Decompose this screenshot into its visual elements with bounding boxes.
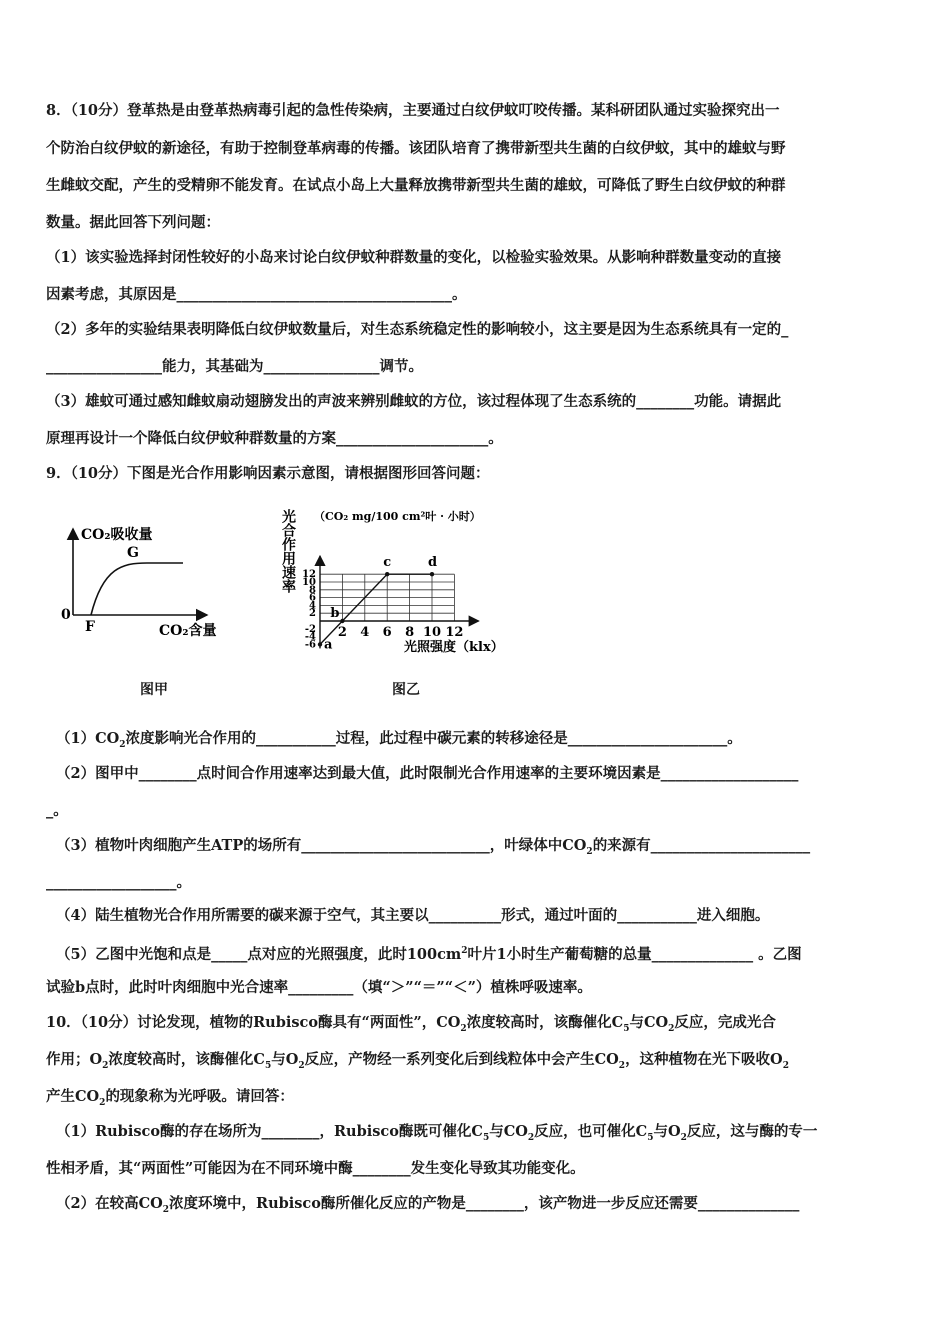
q9-line-1: 9．（10分）下图是光合作用影响因素示意图，请根据图形回答问题： (46, 465, 490, 482)
q8-line-7: （2）多年的实验结果表明降低白纹伊蚊数量后，对生态系统稳定性的影响较小，这主要是因为生态系统具有一定的_ (46, 321, 789, 338)
q10-line-3: 产生$CO_2$的现象称为光呼吸。请回答： (46, 1088, 294, 1108)
yi-xtick-label: 6 (382, 625, 392, 640)
yi-point-a (318, 642, 322, 646)
q9-line-4: _。 (46, 802, 68, 819)
yi-point-label-a: a (324, 637, 333, 653)
q9-line-2: $(1)CO_2$浓度影响光合作用的___________过程，此过程中碳元素的转移途径是______________________。 (56, 730, 742, 750)
jia-point-g: G (127, 545, 139, 561)
yi-ytick-label: 8 (309, 584, 316, 596)
yi-ytick-label: -4 (304, 631, 316, 643)
jia-point-f: F (85, 619, 95, 635)
yi-ytick-label: 6 (309, 592, 316, 604)
q10-line-1: 10．（10分）讨论发现，植物的Rubisco酶具有“两面性”，$CO_2$浓度较高时，该酶催化$C_5$与$CO_2$反应，完成光合 (46, 1014, 776, 1034)
yi-grid (320, 574, 454, 621)
q8-line-8: ________________能力，其基础为________________调节。 (46, 358, 423, 375)
q10-line-5: 性相矛盾，其“两面性”可能因为在不同环境中酶________发生变化导致其功能变化。 (46, 1160, 585, 1177)
q8-line-6: 因素考虑，其原因是______________________________________。 (46, 286, 467, 303)
yi-point-label-b: b (330, 606, 340, 621)
jia-origin: 0 (61, 607, 71, 623)
q9-line-3: （2）图甲中________点时间合作用速率达到最大值，此时限制光合作用速率的主要环境因素是___________________ (56, 765, 799, 782)
figure-yi (270, 503, 530, 663)
jia-curve (91, 563, 183, 615)
yi-ytick-label: -6 (304, 639, 316, 651)
yi-y-label: 光合作用速率 (280, 509, 296, 593)
yi-point-d (430, 572, 434, 576)
q9-line-8: （5）乙图中光饱和点是_____点对应的光照强度，此时$100cm^2$叶片1小时生产葡萄糖的总量______________ 。乙图 (56, 945, 802, 963)
q9-line-7: （4）陆生植物光合作用所需要的碳来源于空气，其主要以__________形式，通过叶面的___________进入细胞。 (56, 907, 770, 924)
yi-point-c (385, 572, 389, 576)
yi-unit: （CO₂ mg/100 cm²叶 · 小时） (314, 510, 481, 523)
figure-jia (55, 515, 245, 645)
q9-line-5: （3）植物叶肉细胞产生ATP的场所有__________________________，叶绿体中$CO_2$的来源有______________________ (56, 837, 811, 857)
yi-xtick-label: 12 (445, 625, 464, 640)
figure-yi-caption: 图乙 (392, 682, 420, 698)
q8-line-3: 生雌蚊交配，产生的受精卵不能发育。在试点小岛上大量释放携带新型共生菌的雄蚊，可降低了野生白纹伊蚊的种群 (46, 177, 786, 194)
q10-line-6: （2）在较高$CO_2$浓度环境中，Rubisco酶所催化反应的产物是________，该产物进一步反应还需要______________ (56, 1195, 800, 1215)
q9-line-6: __________________。 (46, 874, 191, 891)
jia-x-label: CO₂含量 (159, 623, 217, 639)
q9-line-9: 试验b点时，此时叶肉细胞中光合速率_________（填“＞”“＝”“＜”）植株呼吸速率。 (46, 979, 592, 996)
yi-xtick-label: 2 (337, 625, 347, 640)
q8-line-4: 数量。据此回答下列问题： (46, 214, 220, 231)
yi-point-label-d: d (428, 555, 438, 571)
yi-xtick-label: 10 (422, 625, 442, 640)
figure-jia-caption: 图甲 (140, 682, 168, 698)
q10-line-2: 作用；$O_2$浓度较高时，该酶催化$C_5$与$O_2$反应，产物经一系列变化后到线粒体中会产生$CO_2$，这种植物在光下吸收$O_2$ (46, 1051, 789, 1071)
yi-point-label-c: c (383, 555, 392, 571)
yi-ytick-label: 10 (302, 577, 316, 588)
yi-xtick-label: 8 (405, 625, 415, 640)
jia-y-label: CO₂吸收量 (81, 527, 153, 543)
yi-ytick-label: 4 (309, 600, 316, 612)
q10-line-4: （1）Rubisco酶的存在场所为________，Rubisco酶既可催化$C_5$与$CO_2$反应，也可催化$C_5$与$O_2$反应，这与酶的专一 (56, 1123, 818, 1143)
yi-ytick-label: 2 (309, 608, 316, 620)
q8-line-9: （3）雄蚊可通过感知雌蚊扇动翅膀发出的声波来辨别雌蚊的方位，该过程体现了生态系统的________功能。请据此 (46, 393, 782, 410)
yi-ytick-label: 12 (302, 569, 316, 581)
yi-ytick-label: -2 (304, 623, 316, 635)
yi-point-b (340, 619, 344, 623)
yi-points (318, 555, 437, 652)
q8-line-10: 原理再设计一个降低白纹伊蚊种群数量的方案_____________________。 (46, 430, 503, 447)
q8-line-1: 8．（10分）登革热是由登革热病毒引起的急性传染病，主要通过白纹伊蚊叮咬传播。某科研团队通过实验探究出一 (46, 102, 780, 119)
yi-xtick-label: 4 (360, 625, 370, 640)
q8-line-2: 个防治白纹伊蚊的新途径，有助于控制登革病毒的传播。该团队培育了携带新型共生菌的白纹伊蚊，其中的雄蚊与野 (46, 140, 786, 157)
q8-line-5: （1）该实验选择封闭性较好的小岛来讨论白纹伊蚊种群数量的变化，以检验实验效果。从影响种群数量变动的直接 (46, 249, 782, 266)
yi-x-label: 光照强度（klx） (404, 640, 504, 655)
